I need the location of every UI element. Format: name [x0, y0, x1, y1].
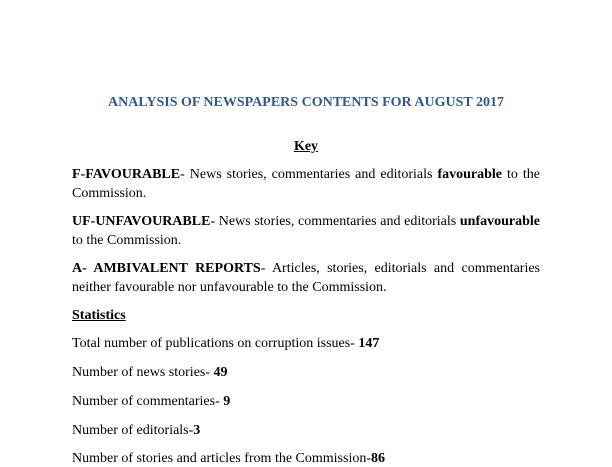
document-title: ANALYSIS OF NEWSPAPERS CONTENTS FOR AUGUST 2017	[108, 95, 504, 110]
stat-label: Number of news stories-	[72, 365, 214, 380]
stat-value: 9	[223, 394, 231, 409]
key-item-unfavourable	[72, 212, 540, 250]
key-text: - News stories, commentaries and editorials	[210, 214, 460, 229]
stat-value: 147	[358, 336, 380, 351]
stat-editorials	[72, 423, 200, 439]
stat-value: 49	[213, 365, 228, 380]
key-text: - Articles, stories, editorials and commentaries neither favourable nor unfavourable to the Commission.	[72, 261, 541, 295]
stat-value: 3	[193, 423, 201, 438]
stat-label: Number of editorials-	[72, 423, 194, 438]
stat-value: 86	[371, 451, 385, 466]
stat-news-stories	[72, 365, 228, 381]
key-emphasis: unfavourable	[459, 214, 540, 229]
key-heading: Key	[293, 139, 319, 154]
key-item-favourable	[72, 165, 540, 203]
stat-label: Number of commentaries-	[72, 394, 224, 409]
key-term: F-FAVOURABLE	[72, 167, 181, 182]
stat-total-publications	[72, 336, 379, 352]
stat-label: Number of stories and articles from the Commission-	[72, 451, 371, 466]
key-term: A- AMBIVALENT REPORTS	[72, 261, 261, 276]
stat-commentaries	[72, 394, 230, 410]
key-emphasis: favourable	[437, 167, 503, 182]
key-text-end: to the Commission.	[72, 167, 540, 201]
key-text: - News stories, commentaries and editorials	[180, 167, 438, 182]
statistics-heading: Statistics	[72, 308, 126, 323]
key-item-ambivalent	[72, 259, 540, 297]
stat-commission-stories	[72, 451, 385, 467]
key-term: UF-UNFAVOURABLE	[72, 214, 211, 229]
stat-label: Total number of publications on corruption issues-	[72, 336, 359, 351]
key-text-end: to the Commission.	[72, 233, 182, 248]
